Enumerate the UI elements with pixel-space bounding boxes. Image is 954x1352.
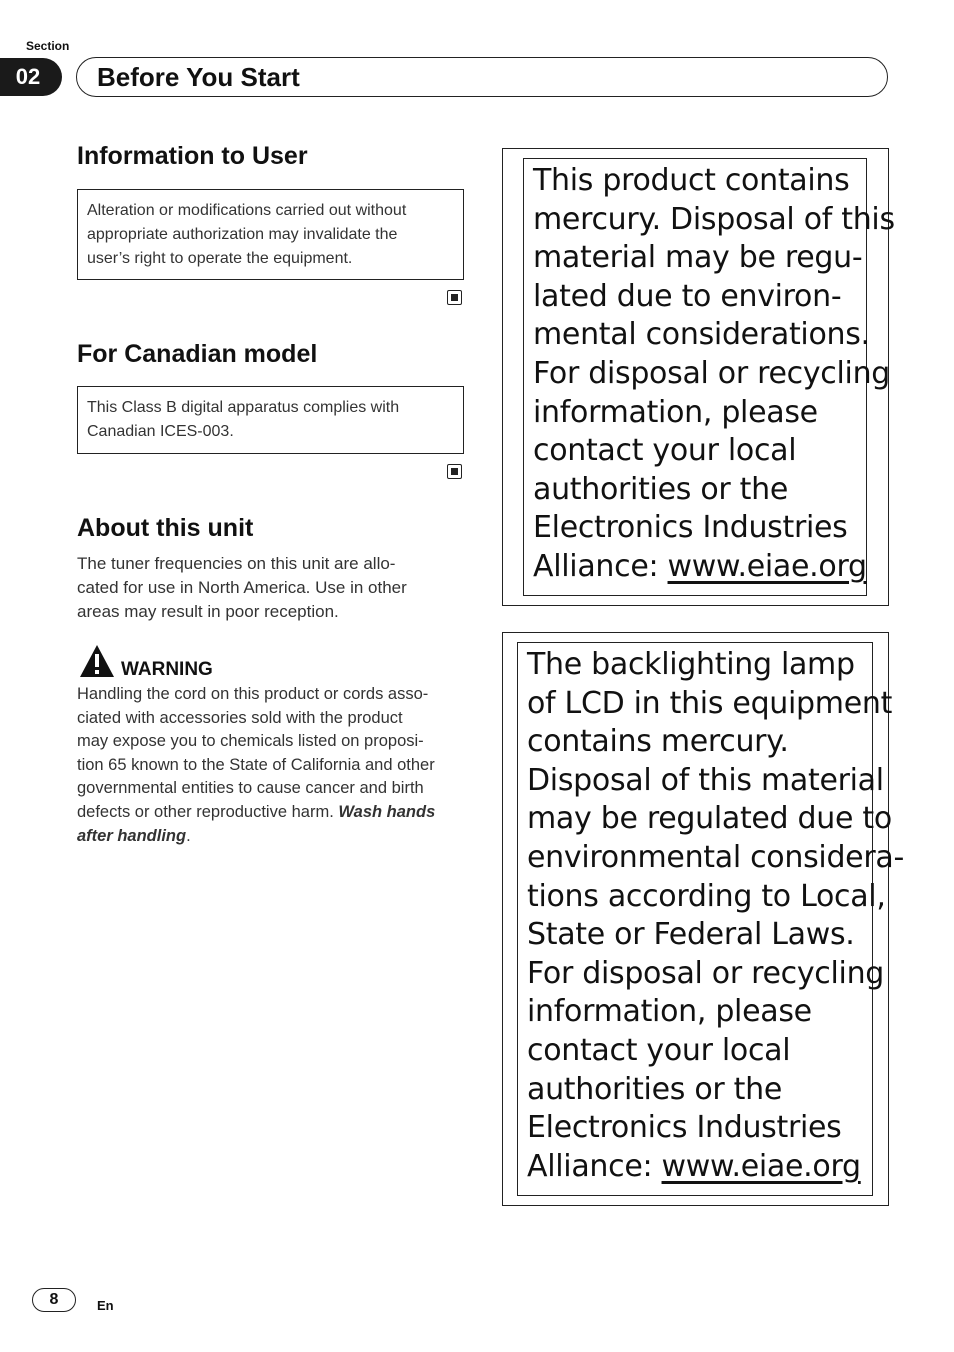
about-heading: About this unit — [77, 514, 254, 542]
text-line: contact your local — [533, 433, 797, 469]
text-line: authorities or the — [527, 1071, 782, 1107]
end-mark-icon — [447, 464, 462, 479]
text-run: defects or other reproductive harm. — [77, 802, 339, 821]
text-line: governmental entities to cause cancer and birth — [77, 779, 424, 798]
section-title: Before You Start — [97, 62, 300, 92]
text-line: tion 65 known to the State of California and other — [77, 755, 435, 774]
section-label: Section — [26, 39, 70, 53]
eiae-link[interactable]: www.eiae.org — [667, 548, 867, 584]
text-line: areas may result in poor reception. — [77, 602, 339, 621]
text-line: Disposal of this material — [527, 762, 884, 798]
text-line: information, please — [533, 394, 818, 430]
text-line: cated for use in North America. Use in other — [77, 578, 407, 597]
text-line: This product contains — [533, 163, 850, 198]
section-number-badge: 02 — [0, 58, 62, 96]
text-line — [77, 825, 435, 849]
text-line: ciated with accessories sold with the product — [77, 708, 403, 727]
text-line: For disposal or recycling — [527, 955, 885, 991]
text-line: Electronics Industries — [533, 510, 848, 546]
info-user-note — [77, 189, 464, 280]
language-code: En — [97, 1298, 114, 1313]
text-line: authorities or the — [533, 471, 788, 507]
warning-emphasis: Wash hands — [338, 802, 436, 821]
text-line — [77, 801, 435, 825]
text-run: Alliance: — [527, 1148, 662, 1184]
mercury-notice-text — [533, 162, 895, 587]
text-line: Handling the cord on this product or cords asso- — [77, 685, 429, 703]
warning-title: WARNING — [121, 659, 213, 680]
note-line: user’s right to operate the equipment. — [87, 250, 353, 267]
text-line: may be regulated due to — [527, 801, 892, 837]
text-line: of LCD in this equipment — [527, 685, 893, 721]
info-user-heading: Information to User — [77, 142, 308, 170]
text-line: The tuner frequencies on this unit are allo- — [77, 554, 396, 573]
warning-paragraph — [77, 683, 435, 848]
text-line — [533, 548, 895, 587]
text-line: State or Federal Laws. — [527, 917, 855, 953]
text-line: environmental considera- — [527, 839, 904, 875]
text-line: tions according to Local, — [527, 878, 886, 914]
text-run: . — [186, 826, 191, 845]
text-line — [527, 1148, 904, 1187]
text-line: mental considerations. — [533, 317, 870, 353]
text-run: Alliance: — [533, 548, 668, 584]
note-line: appropriate authorization may invalidate the — [87, 226, 398, 243]
text-line: Electronics Industries — [527, 1110, 842, 1146]
end-mark-icon — [447, 290, 462, 305]
note-line: Canadian ICES-003. — [87, 423, 234, 440]
note-line: Alteration or modifications carried out without — [87, 202, 407, 219]
canadian-heading: For Canadian model — [77, 340, 318, 368]
warning-triangle-icon — [79, 644, 115, 678]
text-line: contact your local — [527, 1032, 791, 1068]
canadian-note — [77, 386, 464, 454]
text-line: may expose you to chemicals listed on proposi- — [77, 732, 424, 751]
lcd-mercury-notice-text — [527, 646, 904, 1186]
page-number: 8 — [32, 1288, 76, 1312]
about-paragraph — [77, 552, 407, 624]
text-line: lated due to environ- — [533, 278, 842, 314]
text-line: For disposal or recycling — [533, 355, 891, 391]
note-line: This Class B digital apparatus complies with — [87, 399, 400, 416]
text-line: material may be regu- — [533, 240, 863, 276]
text-line: mercury. Disposal of this — [533, 201, 895, 237]
eiae-link[interactable]: www.eiae.org — [661, 1148, 861, 1184]
text-line: contains mercury. — [527, 724, 789, 760]
text-line: The backlighting lamp — [527, 647, 855, 682]
warning-emphasis: after handling — [77, 826, 187, 845]
text-line: information, please — [527, 994, 812, 1030]
